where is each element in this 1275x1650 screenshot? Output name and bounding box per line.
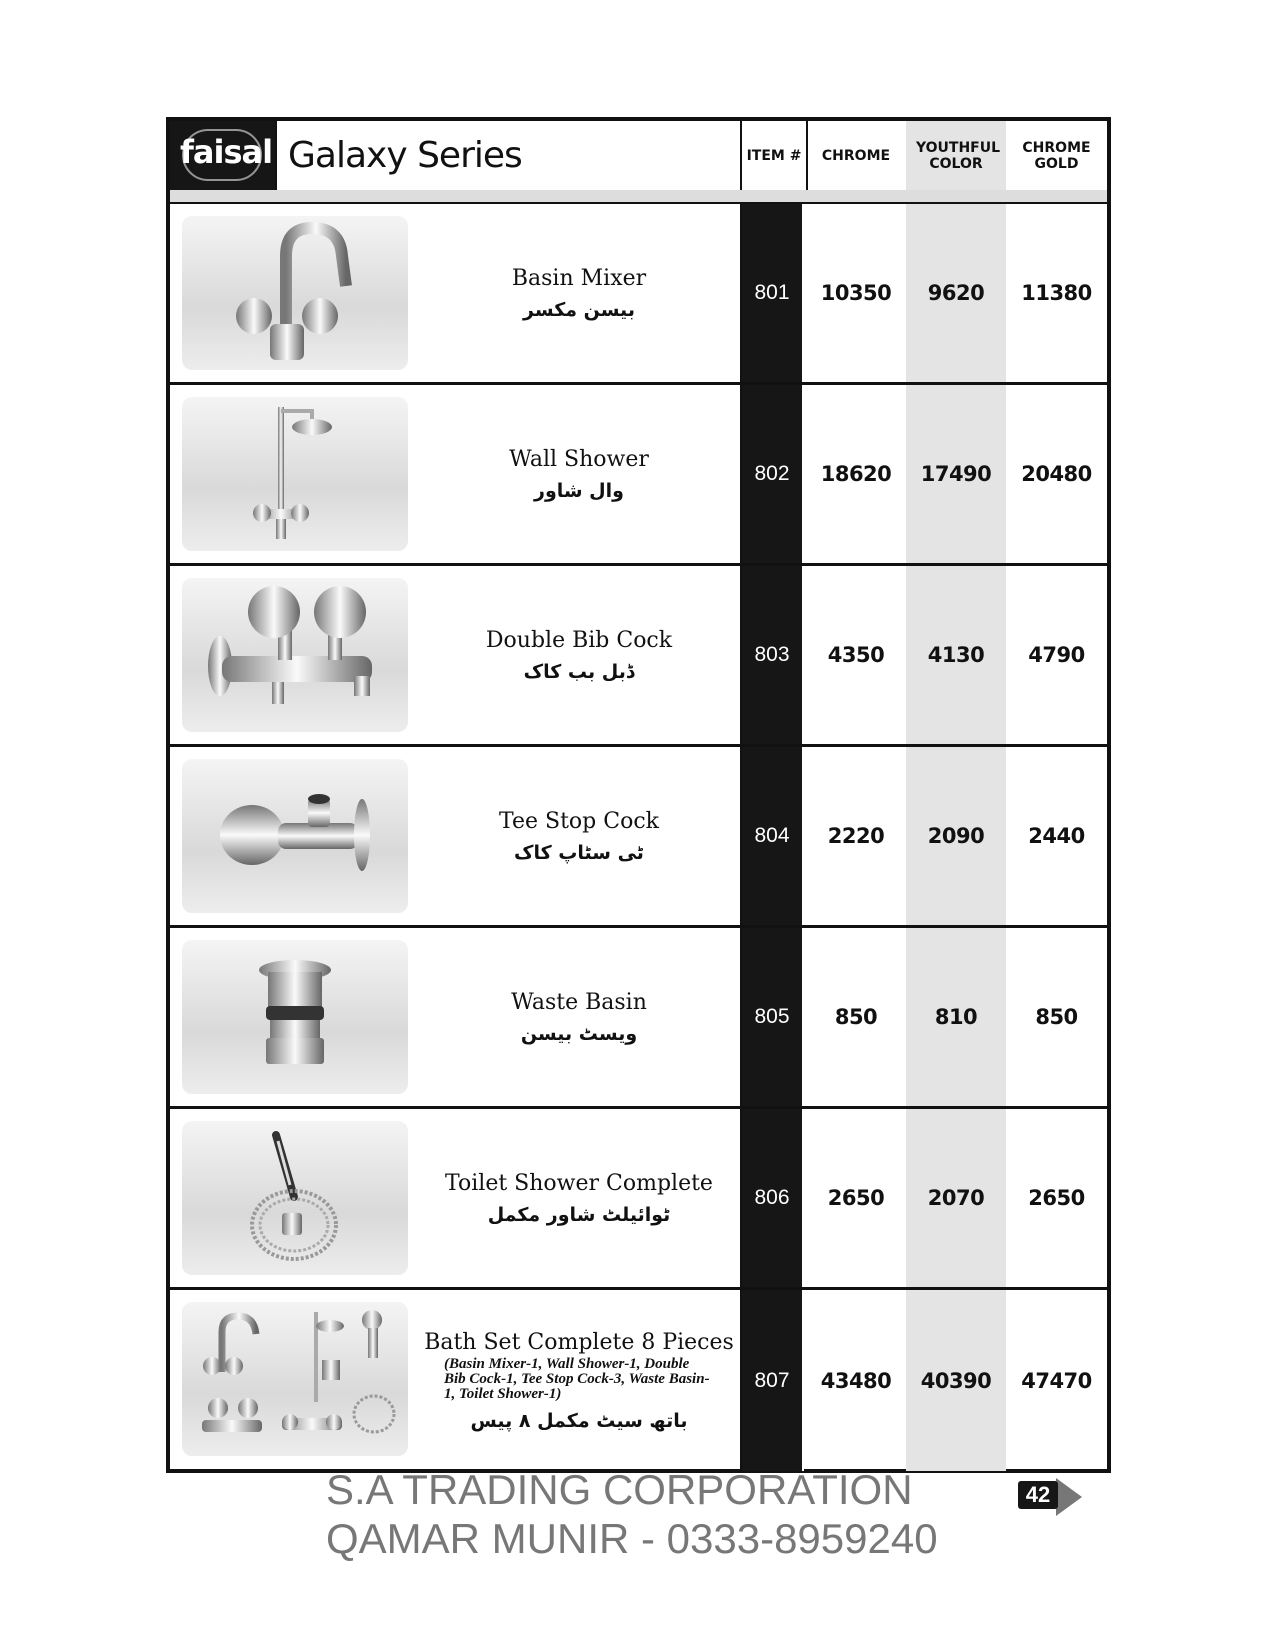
faisal-logo — [170, 121, 277, 190]
contact-line: QAMAR MUNIR - 0333-8959240 — [326, 1515, 938, 1562]
product-description — [420, 566, 738, 744]
item-number: 803 — [740, 566, 804, 744]
col-header-youthful — [906, 121, 1006, 190]
product-description — [420, 1290, 738, 1471]
product-name-urdu: وال شاور — [534, 479, 624, 502]
price-chrome: 18620 — [820, 462, 892, 486]
waste-basin-image — [182, 940, 408, 1094]
page-number: 42 — [1018, 1481, 1058, 1509]
price-table — [166, 117, 1111, 1473]
item-number: 807 — [740, 1290, 804, 1471]
product-name: Wall Shower — [509, 446, 649, 472]
product-name-urdu: ٹوائیلٹ شاور مکمل — [487, 1203, 671, 1226]
price-gold: 20480 — [1021, 462, 1092, 486]
price-youthful: 17490 — [906, 385, 1006, 563]
product-rows — [170, 204, 1107, 1471]
table-row — [170, 1109, 1107, 1290]
table-row — [170, 385, 1107, 566]
product-name-urdu: باتھ سیٹ مکمل ۸ پیس — [470, 1409, 688, 1432]
price-youthful: 4130 — [906, 566, 1006, 744]
product-description — [420, 928, 738, 1106]
tee-stop-cock-image — [182, 759, 408, 913]
company-name: S.A TRADING CORPORATION — [326, 1466, 913, 1513]
product-description — [420, 1109, 738, 1287]
price-chrome: 43480 — [820, 1368, 892, 1393]
product-name: Bath Set Complete 8 Pieces — [424, 1329, 734, 1355]
price-youthful: 9620 — [906, 204, 1006, 382]
product-name: Tee Stop Cock — [499, 808, 659, 834]
price-youthful: 2090 — [906, 747, 1006, 925]
table-row — [170, 747, 1107, 928]
table-row — [170, 928, 1107, 1109]
price-chrome: 10350 — [820, 281, 892, 305]
price-gold: 11380 — [1021, 281, 1092, 305]
product-name-urdu: ویسٹ بیسن — [520, 1022, 638, 1045]
product-description — [420, 747, 738, 925]
price-chrome: 850 — [834, 1005, 878, 1029]
price-gold: 2440 — [1028, 824, 1085, 848]
basin-mixer-image — [182, 216, 408, 370]
col-header-youthful-label: YOUTHFUL COLOR — [916, 139, 1001, 172]
price-chrome: 2650 — [827, 1186, 885, 1210]
col-header-chrome: CHROME — [821, 147, 891, 164]
logo-text: faisal — [180, 133, 273, 171]
product-description — [420, 385, 738, 563]
price-gold: 4790 — [1028, 643, 1085, 667]
product-name: Basin Mixer — [511, 265, 647, 291]
series-title: Galaxy Series — [288, 135, 522, 176]
double-bib-cock-image — [182, 578, 408, 732]
price-chrome: 2220 — [827, 824, 885, 848]
product-name-urdu: بیسن مکسر — [523, 298, 635, 321]
toilet-shower-image — [182, 1121, 408, 1275]
item-number: 806 — [740, 1109, 804, 1287]
table-row — [170, 204, 1107, 385]
table-row — [170, 1290, 1107, 1471]
col-header-gold — [1006, 121, 1107, 190]
item-number: 805 — [740, 928, 804, 1106]
price-chrome: 4350 — [827, 643, 885, 667]
price-youthful: 40390 — [906, 1290, 1006, 1471]
table-row — [170, 566, 1107, 747]
product-contents-note: (Basin Mixer-1, Wall Shower-1, Double Bib Cock-1, Tee Stop Cock-3, Waste Basin-1, Toilet Shower-1) — [444, 1355, 710, 1402]
product-description — [420, 204, 738, 382]
product-name: Toilet Shower Complete — [445, 1170, 713, 1196]
header-divider — [170, 190, 1107, 204]
product-name-urdu: ٹی سٹاپ کاک — [514, 841, 644, 864]
price-gold: 2650 — [1028, 1186, 1085, 1210]
product-name: Waste Basin — [511, 989, 647, 1015]
product-name: Double Bib Cock — [485, 627, 673, 653]
price-youthful: 810 — [906, 928, 1006, 1106]
item-number: 801 — [740, 204, 804, 382]
price-gold: 47470 — [1021, 1368, 1092, 1393]
wall-shower-image — [182, 397, 408, 551]
col-header-item: ITEM # — [740, 121, 808, 190]
product-name-urdu: ڈبل بب کاک — [523, 660, 635, 683]
price-youthful: 2070 — [906, 1109, 1006, 1287]
bath-set-image — [182, 1302, 408, 1456]
col-header-gold-label: CHROME GOLD — [1022, 139, 1091, 172]
table-header — [170, 121, 1107, 192]
item-number: 804 — [740, 747, 804, 925]
item-number: 802 — [740, 385, 804, 563]
price-gold: 850 — [1035, 1005, 1078, 1029]
